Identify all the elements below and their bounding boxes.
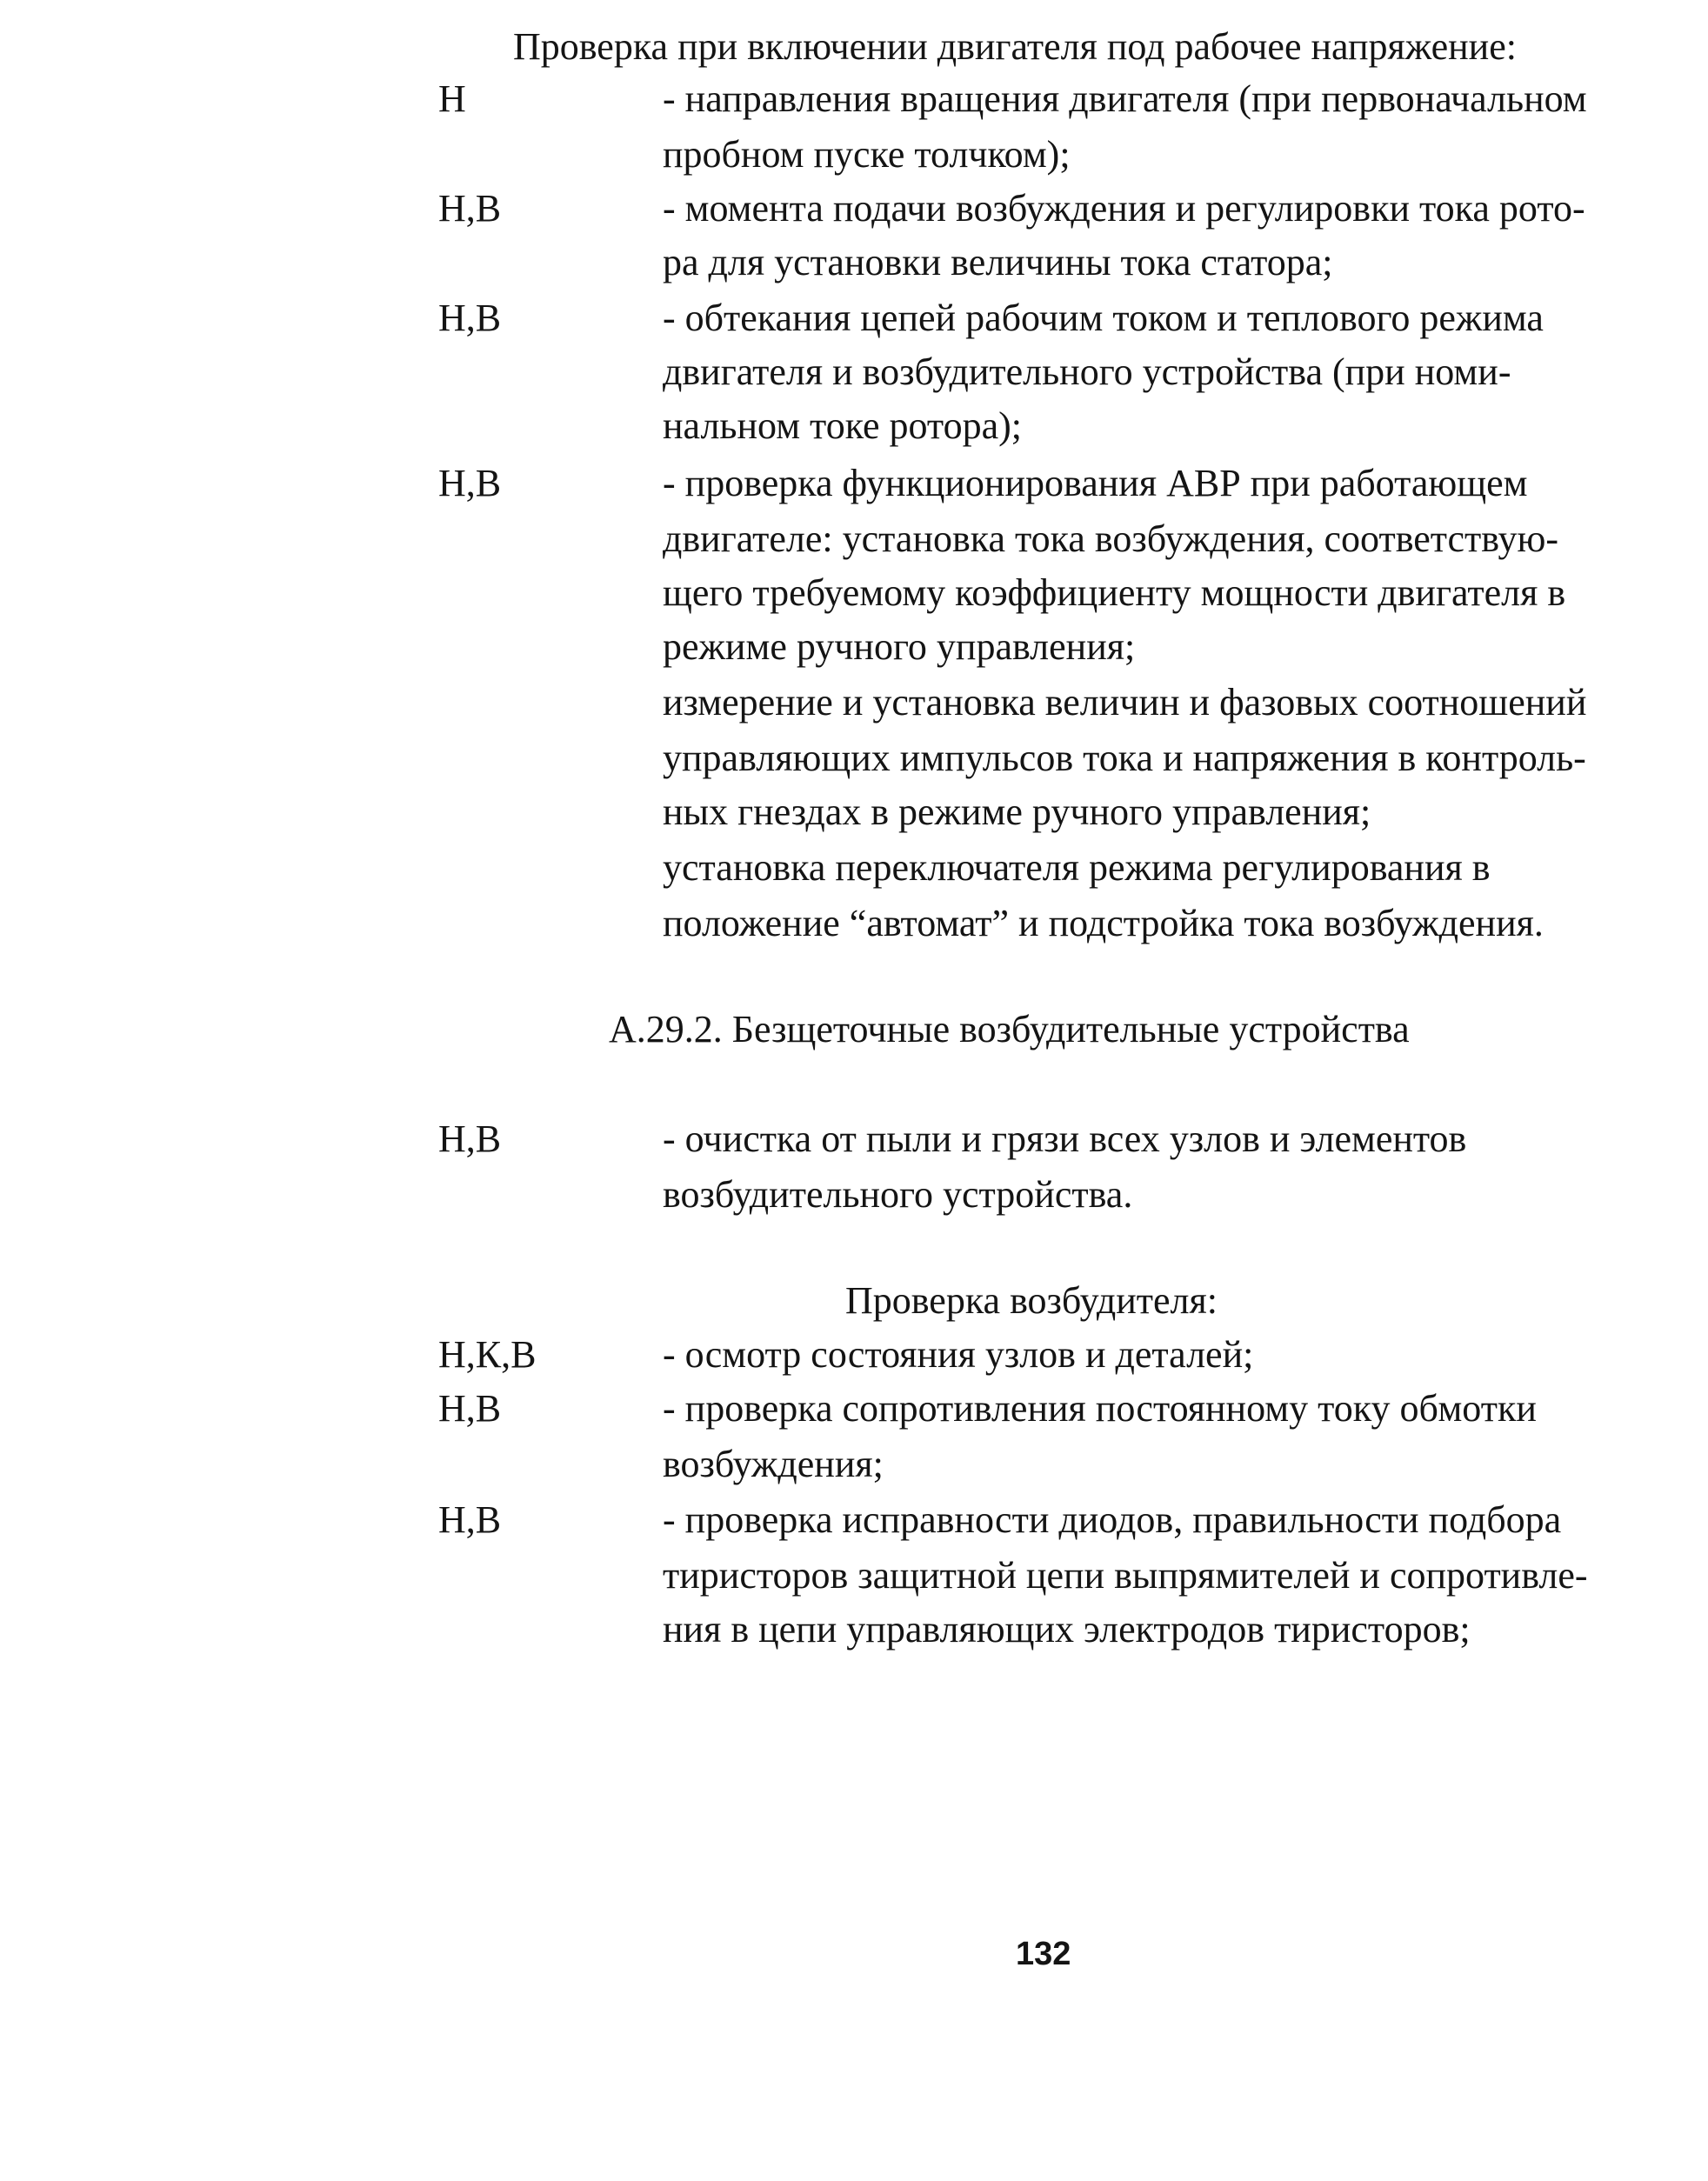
entry-line: возбуждения;: [663, 1443, 884, 1485]
entry-line: двигателе: установка тока возбуждения, соответствую-: [663, 517, 1559, 560]
subheading-exciter-check: Проверка возбудителя:: [845, 1279, 1218, 1322]
entry-code: Н,В: [438, 1117, 502, 1160]
entry-line: - обтекания цепей рабочим током и теплового режима: [663, 297, 1544, 339]
entry-line: ния в цепи управляющих электродов тиристоров;: [663, 1608, 1471, 1651]
entry-line: ных гнездах в режиме ручного управления;: [663, 790, 1371, 833]
entry-code: Н,В: [438, 462, 502, 504]
entry-line: - проверка функционирования АВР при работающем: [663, 462, 1528, 504]
entry-line: - осмотр состояния узлов и деталей;: [663, 1333, 1254, 1376]
entry-line: установка переключателя режима регулирования в: [663, 846, 1491, 889]
entry-line: возбудительного устройства.: [663, 1173, 1133, 1216]
entry-line: двигателя и возбудительного устройства (при номи-: [663, 350, 1511, 393]
entry-line: нальном токе ротора);: [663, 404, 1022, 447]
entry-line: - проверка сопротивления постоянному току обмотки: [663, 1387, 1537, 1430]
entry-code: Н,В: [438, 1498, 502, 1541]
entry-code: Н,В: [438, 1387, 502, 1430]
page-number: 132: [1016, 1936, 1071, 1972]
entry-line: измерение и установка величин и фазовых соотношений: [663, 681, 1587, 724]
entry-line: - направления вращения двигателя (при первоначальном: [663, 77, 1587, 120]
entry-code: Н,В: [438, 187, 502, 230]
entry-code: Н: [438, 77, 466, 120]
entry-line: ра для установки величины тока статора;: [663, 241, 1333, 283]
entry-line: тиристоров защитной цепи выпрямителей и сопротивле-: [663, 1554, 1588, 1597]
entry-line: - момента подачи возбуждения и регулировки тока рото-: [663, 187, 1585, 230]
entry-line: щего требуемому коэффициенту мощности двигателя в: [663, 571, 1566, 614]
heading-startup-check: Проверка при включении двигателя под рабочее напряжение:: [513, 25, 1517, 68]
entry-line: положение “автомат” и подстройка тока возбуждения.: [663, 902, 1544, 944]
entry-code: Н,К,В: [438, 1333, 537, 1376]
entry-line: - очистка от пыли и грязи всех узлов и элементов: [663, 1117, 1467, 1160]
entry-code: Н,В: [438, 297, 502, 339]
entry-line: режиме ручного управления;: [663, 625, 1136, 668]
entry-line: пробном пуске толчком);: [663, 133, 1071, 176]
section-title: А.29.2. Безщеточные возбудительные устройства: [609, 1008, 1410, 1050]
entry-line: - проверка исправности диодов, правильности подбора: [663, 1498, 1562, 1541]
entry-line: управляющих импульсов тока и напряжения в контроль-: [663, 737, 1586, 779]
